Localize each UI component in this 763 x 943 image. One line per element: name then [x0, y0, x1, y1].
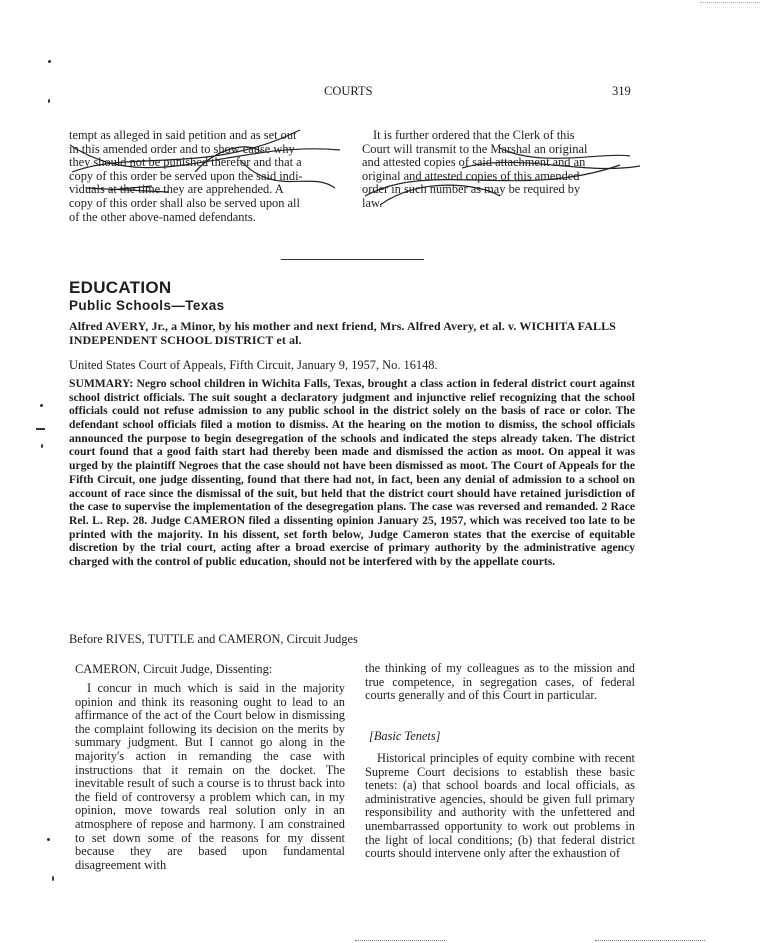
case-title: Alfred AVERY, Jr., a Minor, by his mother and next friend, Mrs. Alfred Avery, et al. v. WICHITA FALLS INDEPENDENT SCHOOL DISTRICT et al.: [69, 319, 616, 347]
bench-line: Before RIVES, TUTTLE and CAMERON, Circuit Judges: [69, 632, 358, 646]
text-line: they should not be punished therefor and that a: [69, 155, 302, 170]
text-line: copy of this order be served upon the said indi-: [69, 168, 303, 183]
text-line: Court will transmit to the Marshal an original: [362, 141, 588, 156]
scan-speck: [40, 404, 43, 407]
scan-speck: [48, 99, 50, 103]
scan-speck: [52, 876, 54, 881]
text-line: and attested copies of said attachment and an: [362, 155, 586, 170]
text-line: tempt as alleged in said petition and as set out: [69, 128, 297, 142]
dissent-left-paragraph: I concur in much which is said in the majority opinion and think its reasoning ought to lead to an affirmance of the act of the Court below in dismissing the complaint following its decision on the merits by summary judgment. But I cannot go along in the majority's action in remanding the case with instructions that it remain on the docket. The inevitable result of such a course is to thrust back into the field of controversy a problem which can, in my opinion, move towards real solution only in an atmosphere of repose and harmony. I am constrained to set down some of the reasons for my dissent because they are based upon fundamental disagreement with: [75, 681, 345, 872]
dissent-right-paragraph-1: the thinking of my colleagues as to the mission and true competence, in segregation cases, of federal courts generally and of this Court in particular.: [365, 661, 635, 703]
running-head: COURTS: [324, 84, 373, 98]
text-line: original and attested copies of this amended: [362, 168, 580, 183]
dissent-right-paragraph-2: Historical principles of equity combine with recent Supreme Court decisions to establish these basic tenets: (a) that school boards and local officials, as administrative agencies, should be given full primary responsibility and authority with the unfettered and unembarrassed opportunity to work out problems in the light of local conditions; (b) that federal district courts should intervene only after the exhaustion of: [365, 751, 635, 861]
court-citation: United States Court of Appeals, Fifth Circuit, January 9, 1957, No. 16148.: [69, 358, 438, 372]
text-line: viduals at the time they are apprehended. A: [69, 182, 284, 197]
dissent-heading: CAMERON, Circuit Judge, Dissenting:: [75, 662, 273, 676]
scan-speck: [48, 60, 51, 63]
scan-artifact-line: [355, 940, 445, 941]
section-title: EDUCATION: [69, 278, 172, 297]
page-number: 319: [612, 84, 631, 98]
section-subtitle: Public Schools—Texas: [69, 298, 225, 313]
text-line: in this amended order and to show cause why: [69, 141, 295, 156]
scan-speck: [47, 838, 50, 841]
text-line: of the other above-named defendants.: [69, 209, 256, 224]
scan-speck: [41, 444, 43, 448]
text-line: It is further ordered that the Clerk of this: [373, 128, 575, 142]
text-line: copy of this order shall also be served upon all: [69, 195, 300, 210]
section-divider: [281, 259, 424, 260]
text-line: law.: [362, 195, 383, 210]
basic-tenets-heading: [Basic Tenets]: [369, 729, 441, 743]
scan-speck: [36, 428, 45, 430]
case-summary: SUMMARY: Negro school children in Wichita Falls, Texas, brought a class action in federal district court against school district officials. The suit sought a declaratory judgment and injunctive relief recognizing that the school officials could not refuse admission to any public school in the district solely on the basis of race or color. The defendant school officials filed a motion to dismiss. At the hearing on the motion to dismiss, the school officials announced the purpose to begin desegregation of the schools and indicated the steps already taken. The district court found that a good faith start had thereby been made and dismissed the action as moot. On appeal it was urged by the plaintiff Negroes that the case should not have been dismissed as moot. The Court of Appeals for the Fifth Circuit, one judge dissenting, found that there had not, in fact, been any denial of admission to a school on account of race since the dismissal of the suit, but held that the district court should have retained jurisdiction of the case to supervise the implementation of the desegregation plans. The case was reversed and remanded. 2 Race Rel. L. Rep. 28. Judge CAMERON filed a dissenting opinion January 25, 1957, which was received too late to be printed with the majority. In his dissent, set forth below, Judge Cameron states that the exercise of equitable discretion by the trial court, acting after a broad exercise of primary authority by the administrative agency charged with the control of public education, should not be interfered with by the appellate courts.: [69, 377, 635, 568]
scan-artifact-line: [595, 940, 705, 941]
text-line: order in such number as may be required by: [362, 182, 581, 197]
scan-artifact-line: [700, 2, 760, 3]
